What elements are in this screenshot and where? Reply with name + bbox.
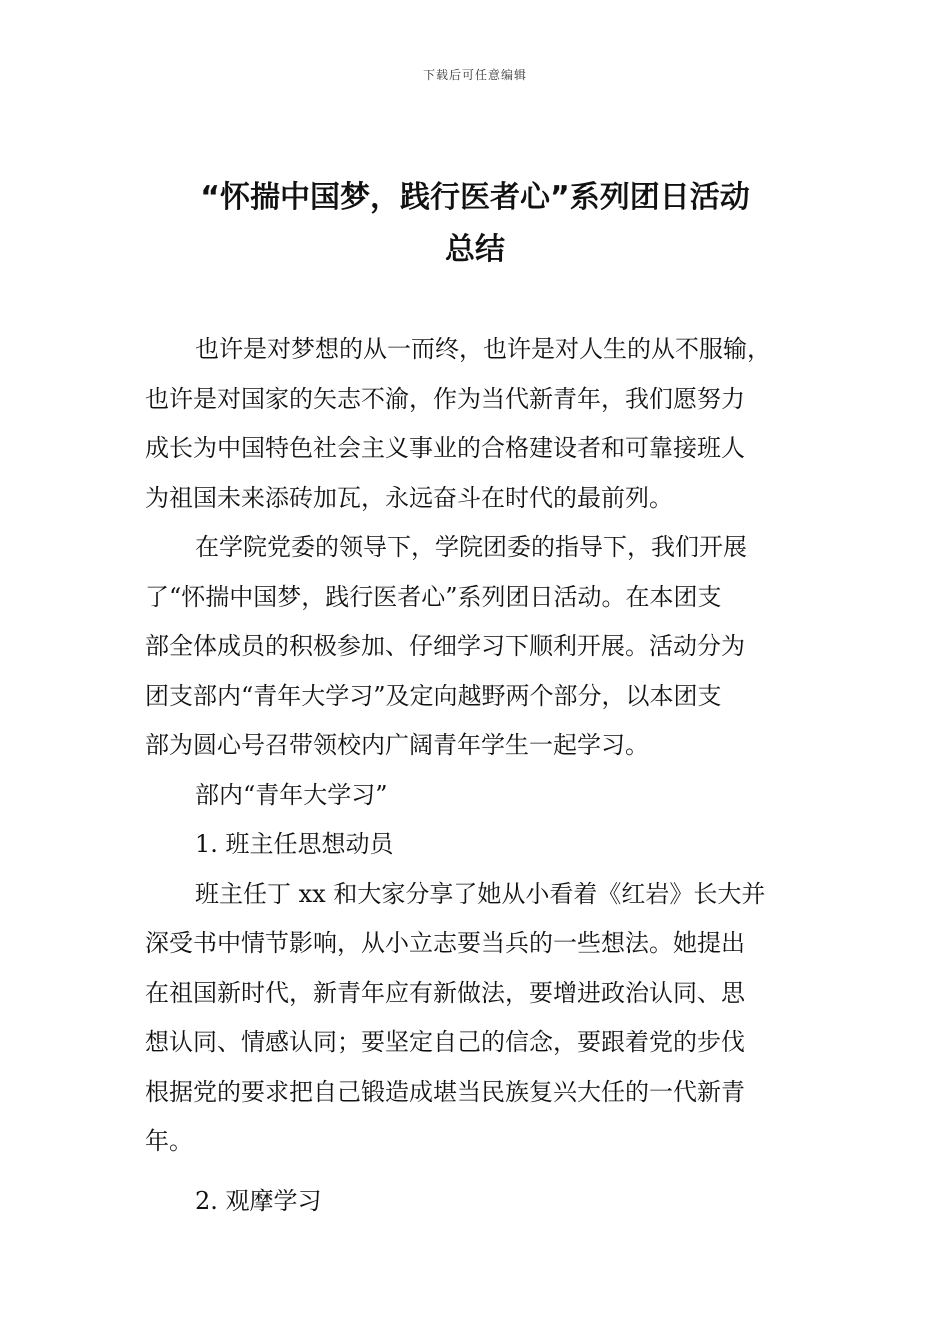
- paragraph-2-line-3: 部全体成员的积极参加、仔细学习下顺利开展。活动分为: [145, 632, 745, 660]
- document-body: [145, 325, 815, 1226]
- paragraph-3-line-3: 在祖国新时代，新青年应有新做法，要增进政治认同、思: [145, 978, 745, 1007]
- paragraph-2-line-5: 部为圆心号召带领校内广阔青年学生一起学习。: [145, 731, 649, 759]
- header-note: 下载后可任意编辑: [422, 68, 527, 82]
- paragraph-1-line-4: 为祖国未来添砖加瓦，永远奋斗在时代的最前列。: [145, 483, 673, 512]
- title-line-1: “怀揣中国梦，践行医者心”系列团日活动: [200, 180, 750, 215]
- paragraph-1-line-2: 也许是对国家的矢志不渝，作为当代新青年，我们愿努力: [145, 384, 745, 413]
- paragraph-3-line-5: 根据党的要求把自己锻造成堪当民族复兴大任的一代新青: [145, 1077, 745, 1106]
- paragraph-3-line-6: 年。: [145, 1127, 193, 1155]
- subsection-heading-1: 1. 班主任思想动员: [195, 830, 394, 858]
- paragraph-3-line-4: 想认同、情感认同；要坚定自己的信念，要跟着党的步伐: [145, 1028, 745, 1056]
- title-line-2: 总结: [445, 232, 505, 267]
- paragraph-2-line-4: 团支部内“青年大学习”及定向越野两个部分，以本团支: [145, 681, 722, 710]
- document-title: [140, 172, 810, 276]
- paragraph-1-line-3: 成长为中国特色社会主义事业的合格建设者和可靠接班人: [145, 434, 745, 462]
- paragraph-3-line-2: 深受书中情节影响，从小立志要当兵的一些想法。她提出: [145, 929, 745, 957]
- paragraph-2-line-1: 在学院党委的领导下，学院团委的指导下，我们开展: [195, 533, 747, 561]
- paragraph-1-line-1: 也许是对梦想的从一而终，也许是对人生的从不服输，: [195, 335, 771, 363]
- subsection-heading-2: 2. 观摩学习: [195, 1186, 322, 1215]
- section-heading: 部内“青年大学习”: [195, 780, 388, 809]
- paragraph-3-line-1: 班主任丁 xx 和大家分享了她从小看着《红岩》长大并: [195, 879, 766, 908]
- paragraph-2-line-2: 了“怀揣中国梦，践行医者心”系列团日活动。在本团支: [145, 582, 722, 611]
